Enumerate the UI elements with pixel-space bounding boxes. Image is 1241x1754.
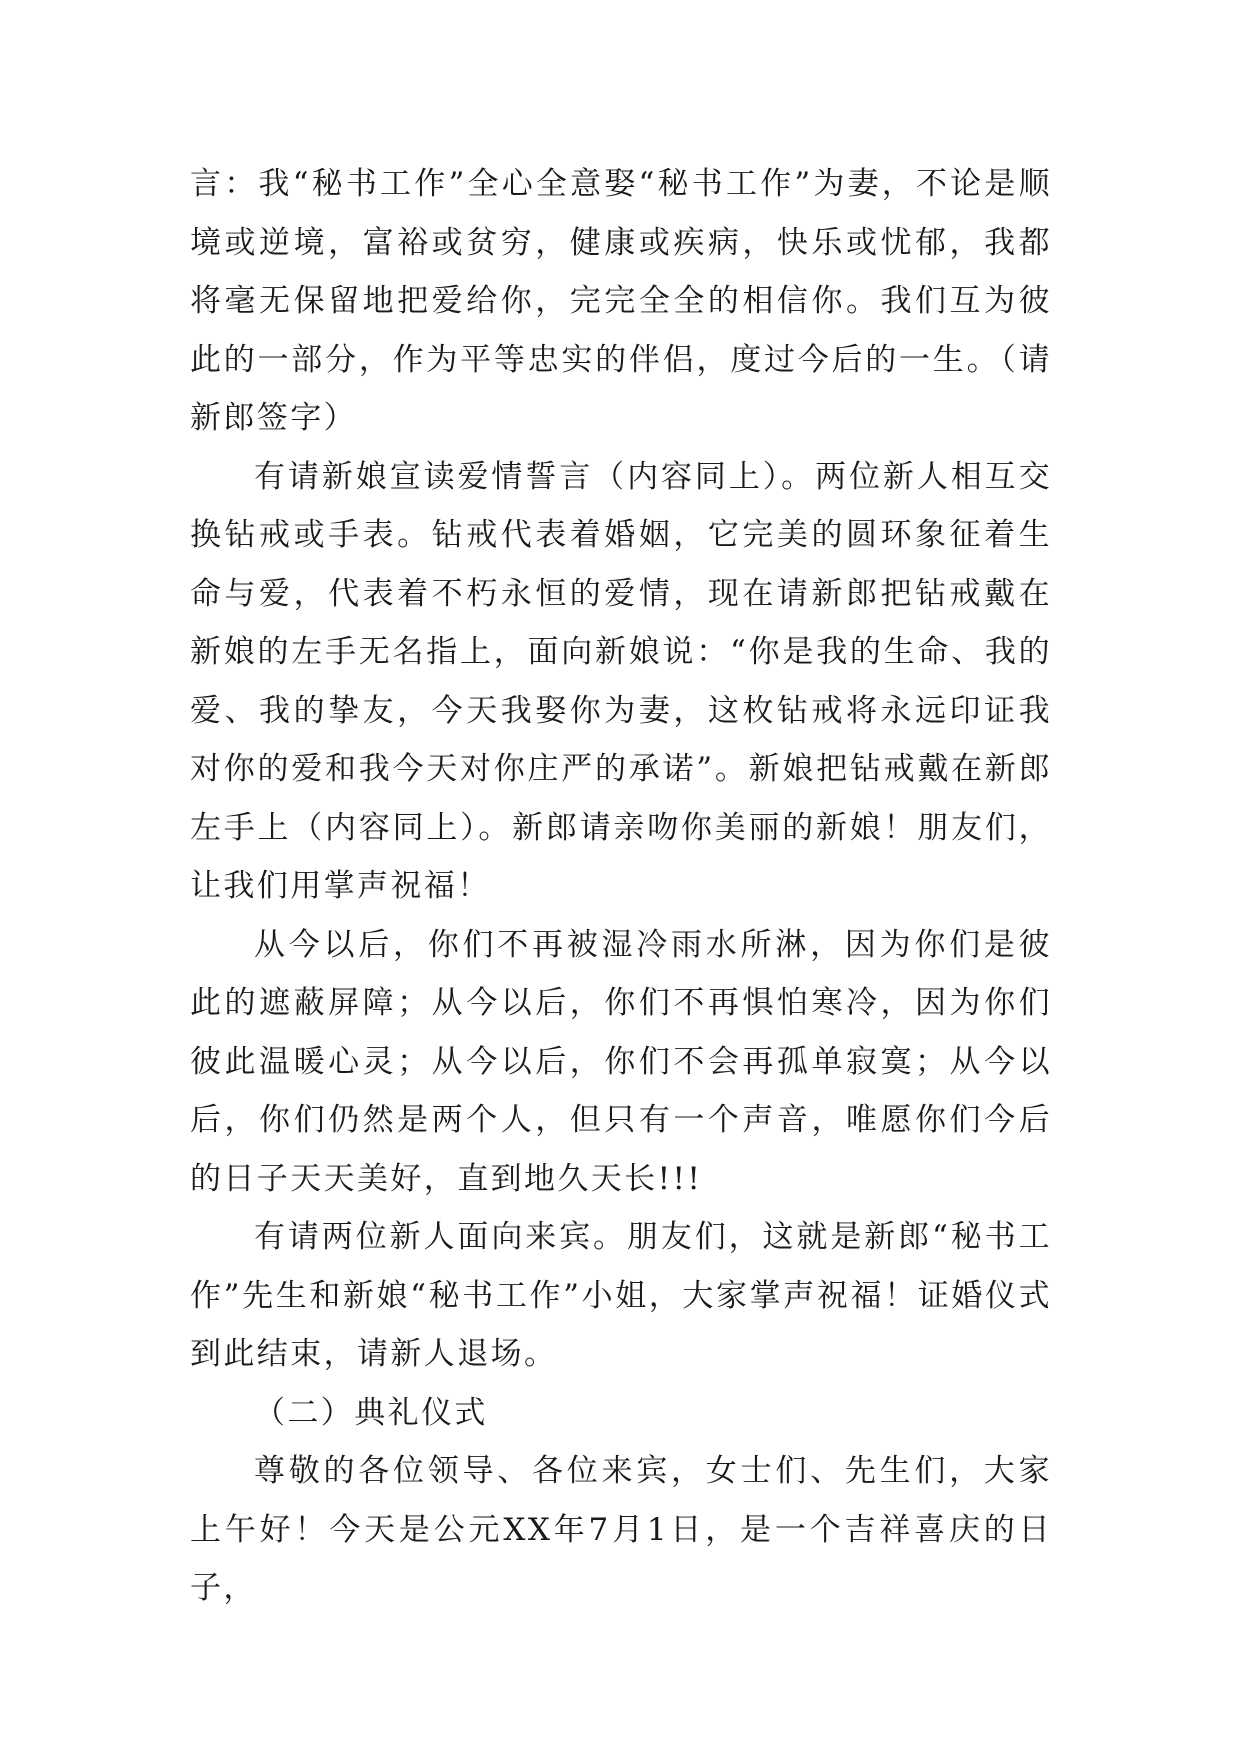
section-heading: （二）典礼仪式 xyxy=(254,1394,488,1431)
paragraph-blessing: 从今以后，你们不再被湿冷雨水所淋，因为你们是彼此的遮蔽屏障；从今以后，你们不再惧怕寒冷，因为你们彼此温暖心灵；从今以后，你们不会再孤单寂寞；从今以后，你们仍然是两个人，但只有一个声音，唯愿你们今后的日子天天美好，直到地久天长!!! xyxy=(190,926,1052,1197)
paragraph-vow-continuation: 言：我“秘书工作”全心全意娶“秘书工作”为妻，不论是顺境或逆境，富裕或贫穷，健康或疾病，快乐或忧郁，我都将毫无保留地把爱给你，完完全全的相信你。我们互为彼此的一部分，作为平等忠实的伴侣，度过今后的一生。（请新郎签字） xyxy=(190,166,1052,436)
paragraph-opening-remarks: 尊敬的各位领导、各位来宾，女士们、先生们，大家上午好！今天是公元XX年7月1日，是一个吉祥喜庆的日子， xyxy=(190,1453,1052,1606)
paragraph-ceremony-end: 有请两位新人面向来宾。朋友们，这就是新郎“秘书工作”先生和新娘“秘书工作”小姐，大家掌声祝福！证婚仪式到此结束，请新人退场。 xyxy=(190,1219,1052,1372)
paragraph-ring-exchange: 有请新娘宣读爱情誓言（内容同上）。两位新人相互交换钻戒或手表。钻戒代表着婚姻，它完美的圆环象征着生命与爱，代表着不朽永恒的爱情，现在请新郎把钻戒戴在新娘的左手无名指上，面向新娘说：“你是我的生命、我的爱、我的挚友，今天我娶你为妻，这枚钻戒将永远印证我对你的爱和我今天对你庄严的承诺”。新娘把钻戒戴在新郎左手上（内容同上）。新郎请亲吻你美丽的新娘！朋友们，让我们用掌声祝福！ xyxy=(190,458,1052,904)
document-body xyxy=(190,155,1052,1618)
